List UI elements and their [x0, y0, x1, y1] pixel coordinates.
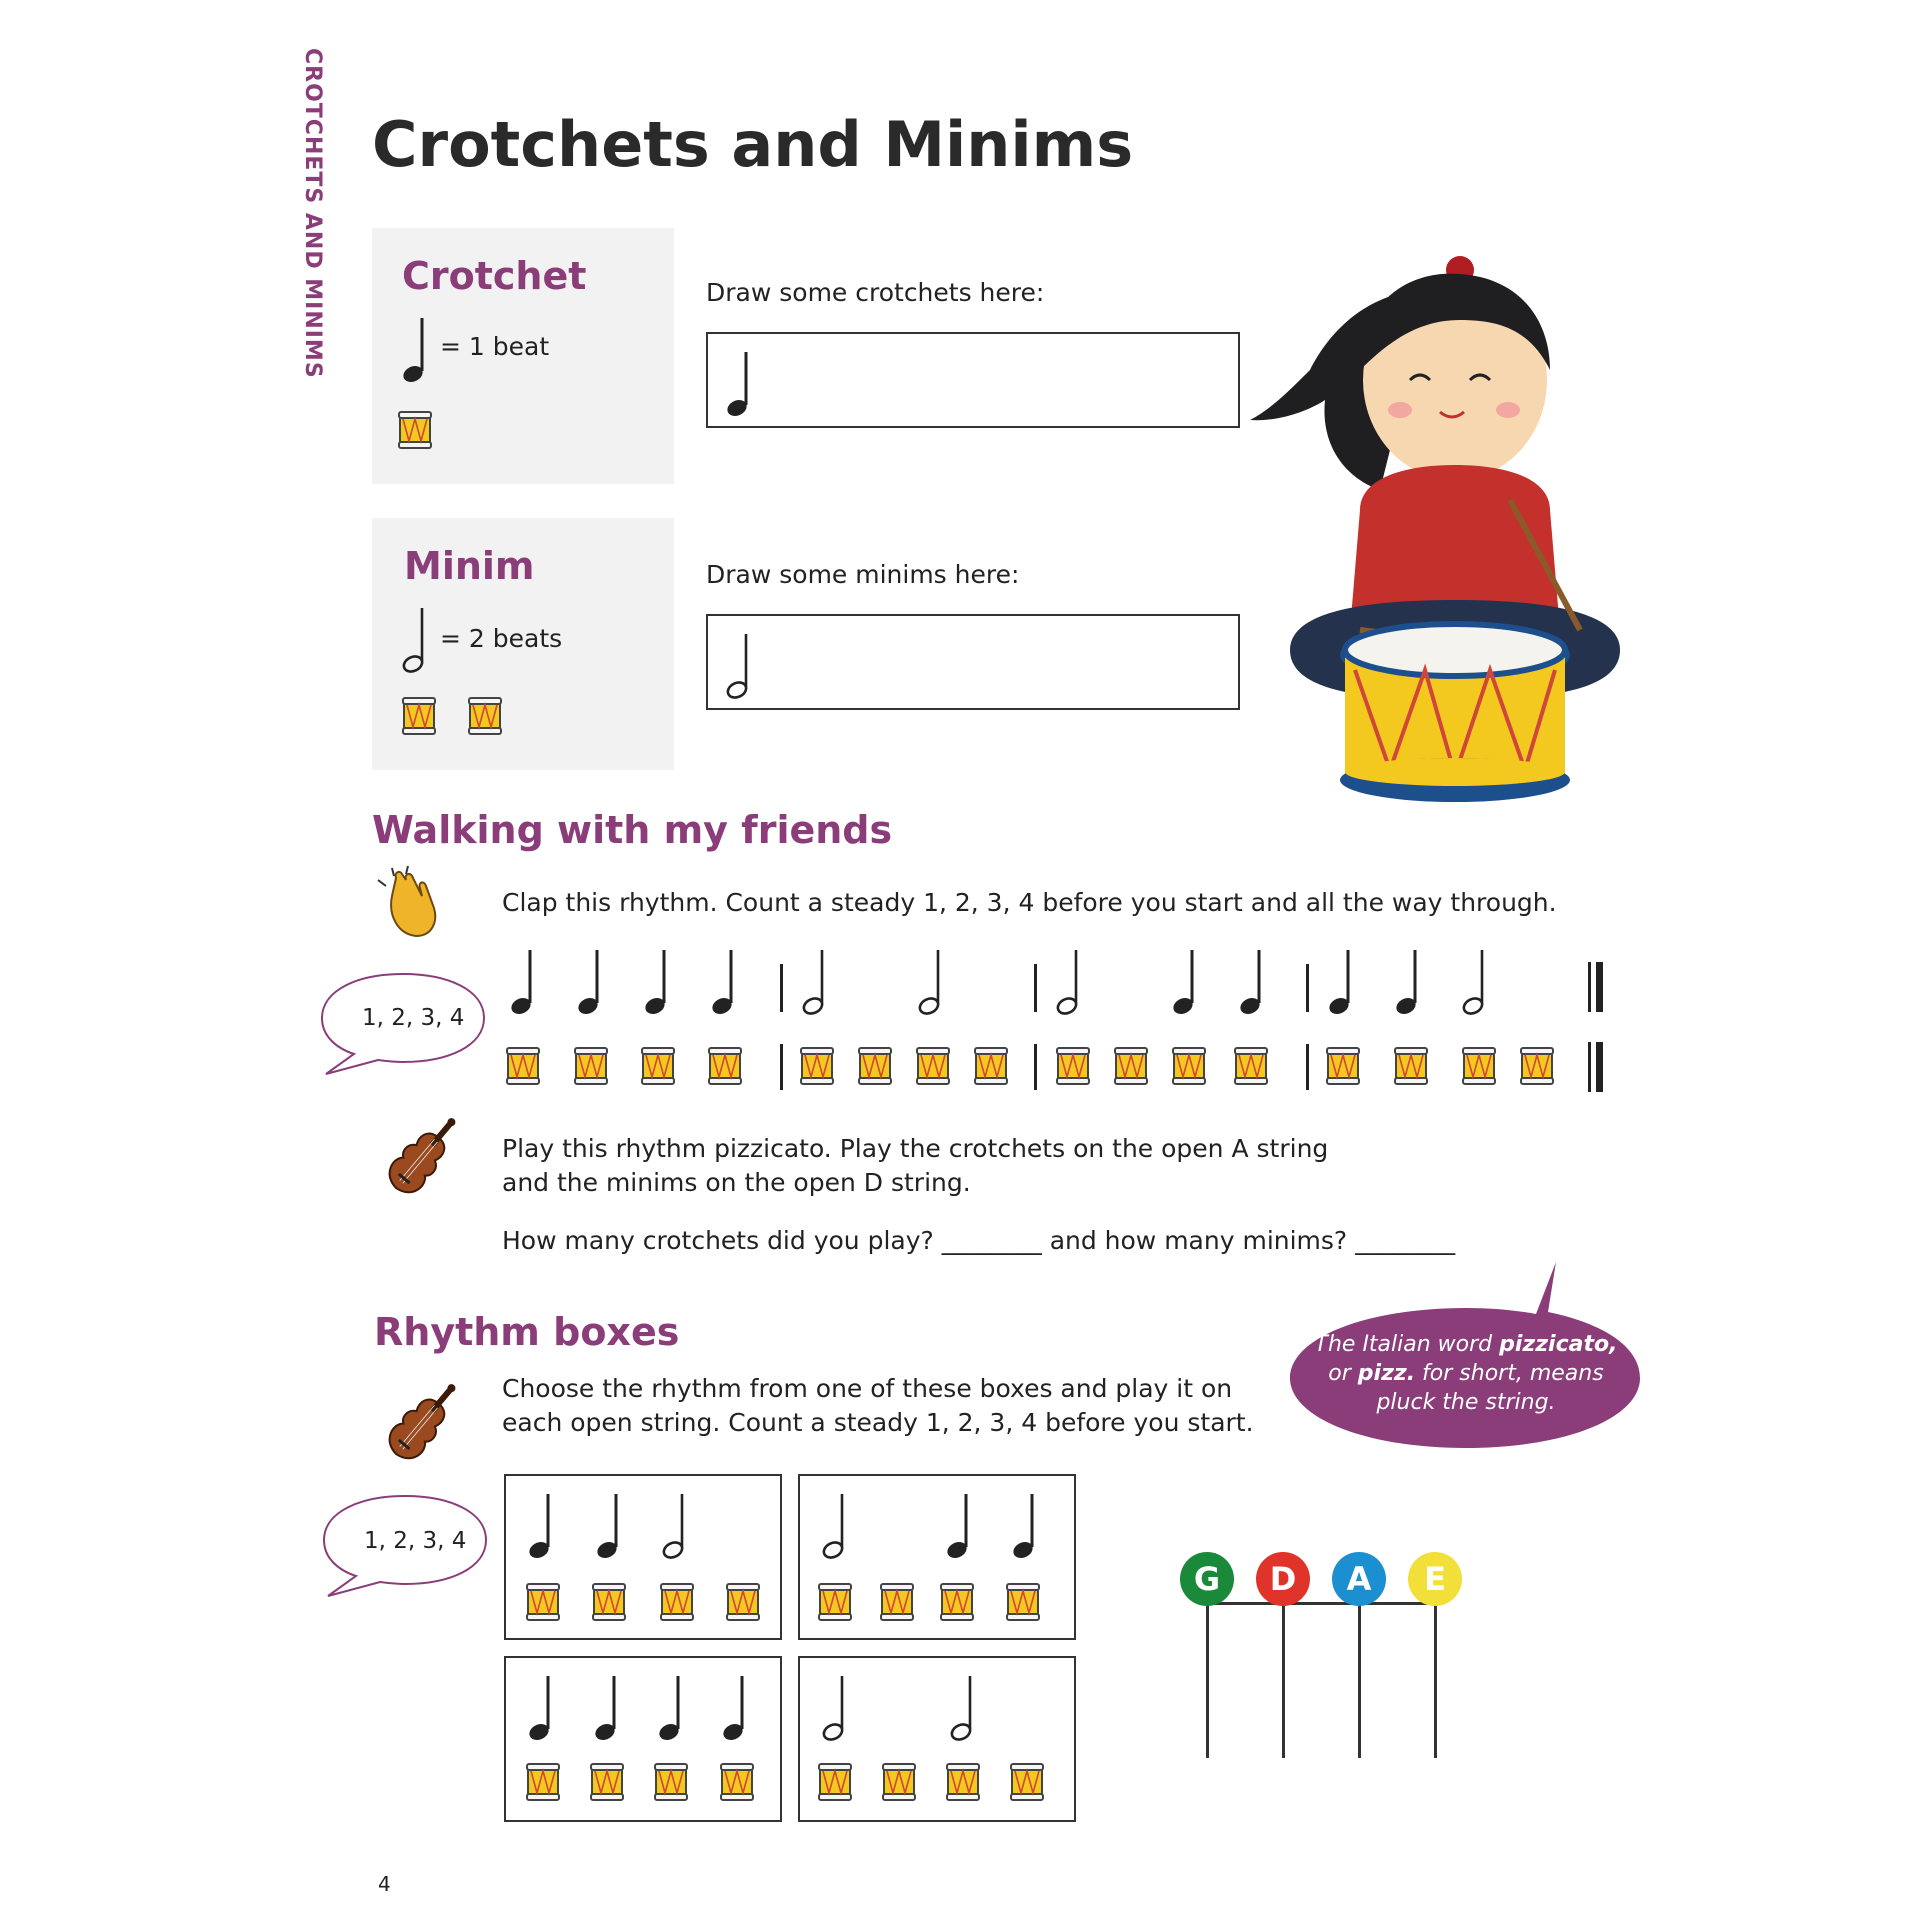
drum-icon	[590, 1762, 624, 1802]
drum-icon	[1010, 1762, 1044, 1802]
drum-icon	[592, 1582, 626, 1622]
crotchet-note	[658, 1674, 688, 1744]
walking-rhythm-staff	[500, 940, 1620, 1100]
count-bubble-text: 1, 2, 3, 4	[362, 1005, 465, 1031]
pizzicato-instruction-line1: Play this rhythm pizzicato. Play the crotchets on the open A string	[502, 1134, 1329, 1163]
drum-icon	[882, 1762, 916, 1802]
crotchet-equation: = 1 beat	[440, 332, 550, 361]
final-barline-thick	[1596, 962, 1603, 1012]
violin-icon	[368, 1378, 468, 1478]
rhythm-box-1[interactable]	[504, 1474, 782, 1640]
minim-note	[822, 1492, 852, 1562]
minim-note	[1462, 948, 1492, 1018]
crotchet-example-icon	[726, 350, 756, 420]
drum-icon	[720, 1762, 754, 1802]
crotchet-note	[596, 1492, 626, 1562]
side-chapter-label: CROTCHETS AND MINIMS	[300, 48, 325, 379]
crotchet-note	[946, 1492, 976, 1562]
crotchet-note	[1012, 1492, 1042, 1562]
bar-line	[780, 1044, 783, 1090]
pizz-text-3: for short, means	[1415, 1361, 1604, 1386]
final-barline-thick	[1596, 1042, 1603, 1092]
rhythm-boxes-instruction-line2: each open string. Count a steady 1, 2, 3, 4 before you start.	[502, 1408, 1254, 1437]
drum-icon	[1056, 1046, 1090, 1086]
drum-icon	[1462, 1046, 1496, 1086]
drum-icon	[526, 1582, 560, 1622]
string-line-a	[1358, 1602, 1361, 1758]
crotchet-info-panel	[372, 228, 674, 484]
minim-info-panel	[372, 518, 674, 770]
final-barline-thin	[1588, 1042, 1591, 1092]
crotchet-note	[510, 948, 540, 1018]
crotchet-note	[711, 948, 741, 1018]
bar-line	[1306, 964, 1309, 1012]
drum-icon	[641, 1046, 675, 1086]
final-barline-thin	[1588, 962, 1591, 1012]
open-strings-diagram	[1176, 1548, 1476, 1758]
pizz-text-2: or	[1328, 1361, 1358, 1386]
drum-icon	[1234, 1046, 1268, 1086]
bar-line	[1034, 1044, 1037, 1090]
crotchet-note	[528, 1674, 558, 1744]
drum-icon	[1006, 1582, 1040, 1622]
drum-icon	[1520, 1046, 1554, 1086]
minim-heading: Minim	[404, 544, 535, 588]
girl-drummer-illustration	[1250, 250, 1650, 820]
drum-icon	[880, 1582, 914, 1622]
drum-icon	[940, 1582, 974, 1622]
drum-icon	[1114, 1046, 1148, 1086]
string-a-circle: A	[1332, 1552, 1386, 1606]
crotchet-note	[594, 1674, 624, 1744]
string-g-circle: G	[1180, 1552, 1234, 1606]
string-nut	[1208, 1602, 1434, 1605]
rhythm-box-3[interactable]	[504, 1656, 782, 1822]
walking-section-heading: Walking with my friends	[372, 808, 893, 852]
rhythm-boxes-instruction	[502, 1372, 1254, 1440]
rhythm-box-4[interactable]	[798, 1656, 1076, 1822]
drum-icon	[506, 1046, 540, 1086]
minim-prompt: Draw some minims here:	[706, 560, 1020, 589]
drum-icon	[818, 1582, 852, 1622]
crotchet-note	[1328, 948, 1358, 1018]
rhythm-box-2[interactable]	[798, 1474, 1076, 1640]
minim-equation: = 2 beats	[440, 624, 563, 653]
crotchet-count-question: How many crotchets did you play?	[502, 1226, 934, 1255]
page-number: 4	[378, 1872, 391, 1896]
pizzicato-definition-text	[1306, 1330, 1626, 1417]
string-d-circle: D	[1256, 1552, 1310, 1606]
bar-line	[780, 964, 783, 1012]
drum-icon	[916, 1046, 950, 1086]
crotchet-note	[577, 948, 607, 1018]
minim-note	[822, 1674, 852, 1744]
crotchet-drawing-box[interactable]	[706, 332, 1240, 428]
crotchet-note	[528, 1492, 558, 1562]
pizzicato-instruction-line2: and the minims on the open D string.	[502, 1168, 971, 1197]
count-question	[502, 1224, 1455, 1258]
minim-example-icon	[726, 632, 756, 702]
violin-icon	[368, 1112, 468, 1212]
pizz-text-bold-1: pizzicato,	[1499, 1332, 1618, 1357]
minim-note	[802, 948, 832, 1018]
count-bubble-text: 1, 2, 3, 4	[364, 1528, 467, 1554]
drum-icon	[858, 1046, 892, 1086]
crotchet-note	[1239, 948, 1269, 1018]
pizz-text-bold-2: pizz.	[1357, 1361, 1416, 1386]
drum-icon	[708, 1046, 742, 1086]
crotchet-heading: Crotchet	[402, 254, 587, 298]
string-line-d	[1282, 1602, 1285, 1758]
drum-icon	[468, 696, 502, 736]
bar-line	[1306, 1044, 1309, 1090]
string-line-g	[1206, 1602, 1209, 1758]
crotchet-note	[1172, 948, 1202, 1018]
string-e-circle: E	[1408, 1552, 1462, 1606]
crotchet-prompt: Draw some crotchets here:	[706, 278, 1045, 307]
drum-icon	[946, 1762, 980, 1802]
drum-icon	[526, 1762, 560, 1802]
crotchet-note	[1395, 948, 1425, 1018]
string-line-e	[1434, 1602, 1437, 1758]
drum-icon	[574, 1046, 608, 1086]
drum-icon	[660, 1582, 694, 1622]
drum-icon	[1326, 1046, 1360, 1086]
minim-note	[662, 1492, 692, 1562]
crotchet-note-icon	[402, 316, 432, 386]
drum-icon	[402, 696, 436, 736]
minim-drawing-box[interactable]	[706, 614, 1240, 710]
minim-count-question: and how many minims?	[1049, 1226, 1348, 1255]
minim-note-icon	[402, 606, 432, 676]
minim-note	[1056, 948, 1086, 1018]
page-title: Crotchets and Minims	[372, 108, 1134, 181]
crotchet-count-blank[interactable]: ________	[941, 1226, 1042, 1255]
drum-icon	[726, 1582, 760, 1622]
rhythm-boxes-instruction-line1: Choose the rhythm from one of these boxes and play it on	[502, 1374, 1233, 1403]
drum-icon	[398, 410, 432, 450]
drum-icon	[974, 1046, 1008, 1086]
drum-icon	[818, 1762, 852, 1802]
pizz-text-4: pluck the string.	[1376, 1390, 1556, 1415]
rhythm-boxes-heading: Rhythm boxes	[374, 1310, 680, 1354]
minim-note	[918, 948, 948, 1018]
crotchet-note	[722, 1674, 752, 1744]
walking-instruction: Clap this rhythm. Count a steady 1, 2, 3, 4 before you start and all the way through.	[502, 888, 1557, 917]
drum-icon	[800, 1046, 834, 1086]
clapping-hands-icon	[372, 866, 448, 942]
crotchet-note	[644, 948, 674, 1018]
drum-icon	[1394, 1046, 1428, 1086]
drum-icon	[1172, 1046, 1206, 1086]
bar-line	[1034, 964, 1037, 1012]
pizzicato-instruction	[502, 1132, 1328, 1200]
minim-note	[950, 1674, 980, 1744]
pizz-text-1: The Italian word	[1314, 1332, 1500, 1357]
minim-count-blank[interactable]: ________	[1355, 1226, 1456, 1255]
drum-icon	[654, 1762, 688, 1802]
